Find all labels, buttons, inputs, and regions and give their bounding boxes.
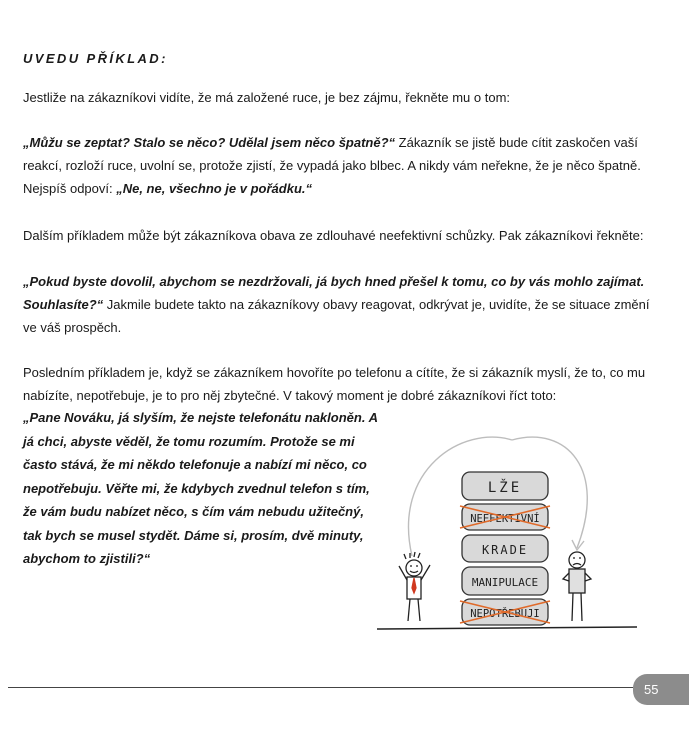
ground-line — [377, 627, 637, 629]
quote-proposal: „Pokud byste dovolil, abychom se nezdržovali, já bych hned přešel k tomu, co by vás mohlo zajímat. Souhlasíte?“ — [23, 274, 645, 312]
block-4 — [462, 567, 548, 595]
quote-answer: „Ne, ne, všechno je v pořádku.“ — [116, 181, 312, 196]
block-1 — [462, 472, 548, 500]
page-number: 55 — [633, 674, 689, 705]
paragraph-example-2 — [23, 270, 655, 339]
paragraph-intro: Jestliže na zákazníkovi vidíte, že má založené ruce, je bez zájmu, řekněte mu o tom: — [23, 90, 511, 105]
block-label-2: NEEFEKTIVNÍ — [470, 513, 540, 525]
section-heading: UVEDU PŘÍKLAD: — [23, 51, 168, 66]
customer-figure — [563, 552, 591, 621]
illustration-stack-of-fears — [372, 430, 642, 640]
block-label-1: LŽE — [487, 480, 523, 496]
block-label-5: NEPOTŘEBUJI — [470, 608, 540, 620]
salesman-figure — [399, 552, 430, 621]
block-3 — [462, 535, 548, 562]
footer-rule — [8, 687, 633, 688]
paragraph-example-1 — [23, 131, 655, 200]
quote-question: „Můžu se zeptat? Stalo se něco? Udělal jsem něco špatně?“ — [23, 135, 396, 150]
paragraph-text: Jakmile budete takto na zákazníkovy obavy reagovat, odkrývat je, uvidíte, že se situace změní ve váš prospěch. — [23, 297, 650, 335]
block-label-4: MANIPULACE — [471, 576, 539, 589]
block-stack — [462, 472, 548, 625]
paragraph-text: Zákazník se jistě bude cítit zaskočen vaší reakcí, rozloží ruce, uvolní se, protože zjistí, že vypadá jako blbec. A nikdy vám neřekne, že je něco špatně. Nejspíš odpoví: — [23, 135, 641, 196]
block-label-3: KRADE — [481, 543, 529, 557]
quote-phone-call: „Pane Nováku, já slyším, že nejste telefonátu nakloněn. A já chci, abyste věděl, že tomu rozumím. Protože se mi často stává, že mi někdo telefonuje a nabízí mi něco, co nepotřebuju. Věřte mi, že kdybych zvednul telefon s tím, že vám budu nabízet něco, s čím vám nebudu užitečný, tak bych se musel stydět. Dáme si, prosím, dvě minuty, abychom to zjistili?“ — [23, 410, 378, 566]
paragraph-example-2-intro: Dalším příkladem může být zákazníkova obava ze zdlouhavé neefektivní schůzky. Pak zákazníkovi řekněte: — [23, 228, 644, 243]
paragraph-example-3-intro: Posledním příkladem je, když se zákazníkem hovoříte po telefonu a cítíte, že si zákazník myslí, že to, co mu nabízíte, nepotřebuje, je to pro něj zbytečné. V takový moment je dobré zákazníkovi říct toto: — [23, 365, 646, 403]
